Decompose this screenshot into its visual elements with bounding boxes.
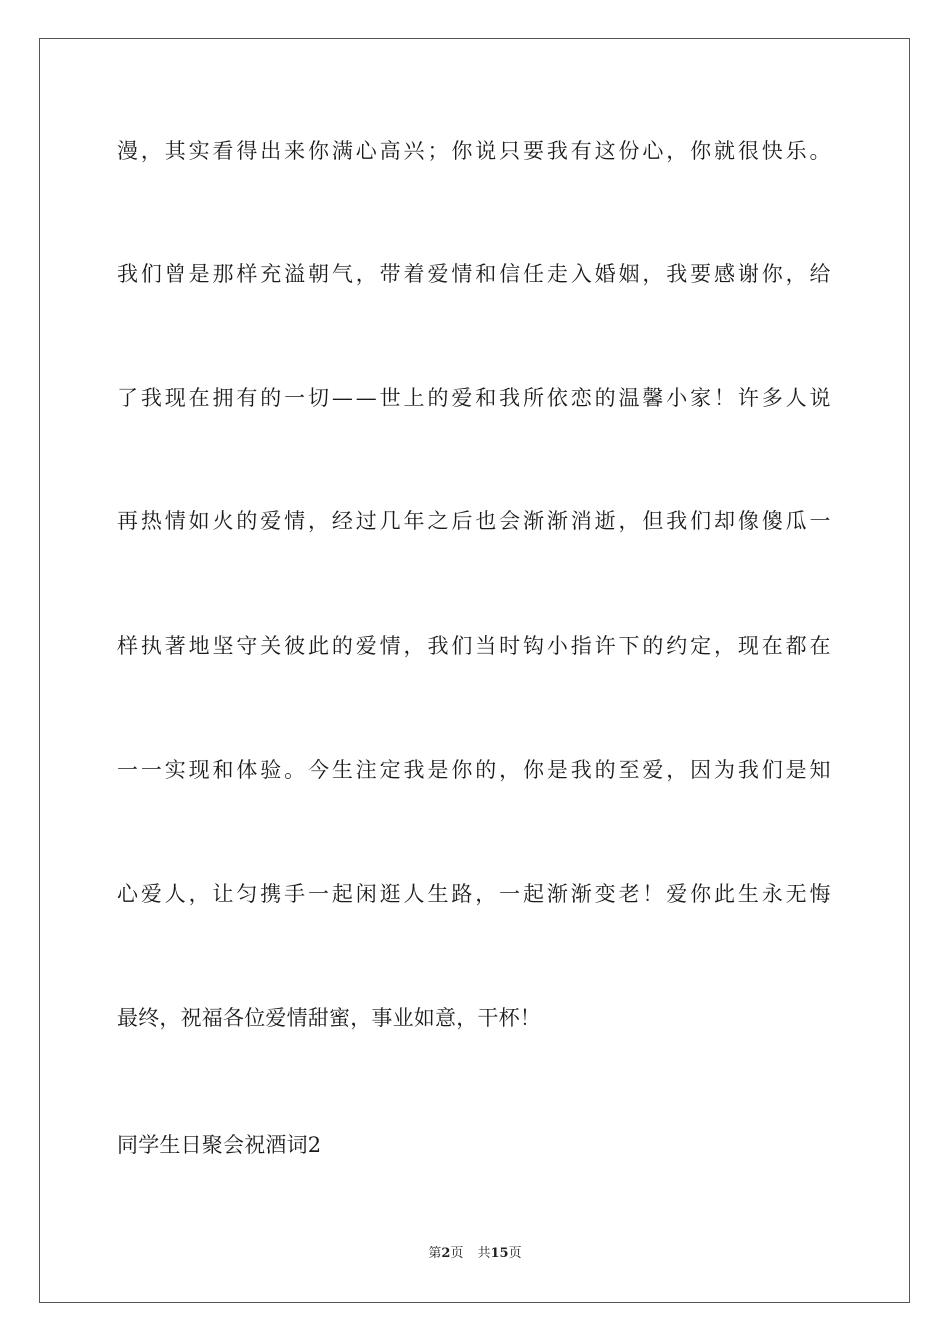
page-current: 2 bbox=[441, 1246, 451, 1261]
page-footer bbox=[0, 1245, 950, 1263]
body-text-line-6: 一一实现和体验。今生注定我是你的，你是我的至爱，因为我们是知 bbox=[117, 758, 834, 782]
total-suffix: 页 bbox=[508, 1246, 522, 1261]
total-prefix: 共 bbox=[477, 1246, 491, 1261]
page-border bbox=[39, 38, 910, 1303]
body-text-line-2: 我们曾是那样充溢朝气，带着爱情和信任走入婚姻，我要感谢你，给 bbox=[117, 262, 834, 286]
page-total: 15 bbox=[490, 1246, 509, 1261]
section-heading: 同学生日聚会祝酒词2 bbox=[117, 1133, 322, 1157]
body-text-line-3: 了我现在拥有的一切——世上的爱和我所依恋的温馨小家！许多人说 bbox=[117, 386, 834, 410]
page-suffix: 页 bbox=[450, 1246, 464, 1261]
body-text-line-8: 最终，祝福各位爱情甜蜜，事业如意，干杯！ bbox=[117, 1006, 541, 1030]
body-text-line-7: 心爱人，让匀携手一起闲逛人生路，一起渐渐变老！爱你此生永无悔 bbox=[117, 882, 834, 906]
body-text-line-4: 再热情如火的爱情，经过几年之后也会渐渐消逝，但我们却像傻瓜一 bbox=[117, 509, 834, 533]
body-text-line-5: 样执著地坚守关彼此的爱情，我们当时钩小指许下的约定，现在都在 bbox=[117, 634, 834, 658]
body-text-line-1: 漫，其实看得出来你满心高兴；你说只要我有这份心，你就很快乐。 bbox=[117, 139, 834, 163]
page-prefix: 第 bbox=[428, 1246, 442, 1261]
